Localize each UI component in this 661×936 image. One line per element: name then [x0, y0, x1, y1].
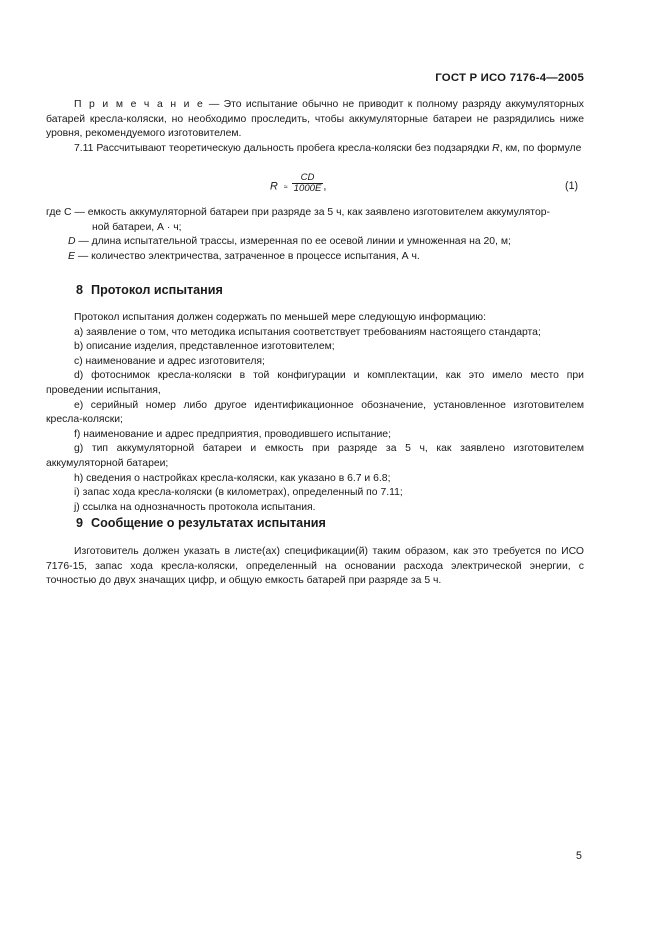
section-8-heading	[76, 283, 223, 298]
list-item-e: e) серийный номер либо другое идентификационное обозначение, установленное изготовителем кресла-коляски;	[46, 399, 584, 426]
clause-7-11	[46, 142, 584, 157]
list-item-j: j) ссылка на однозначность протокола испытания.	[74, 501, 316, 513]
document-code: ГОСТ Р ИСО 7176-4—2005	[435, 72, 584, 84]
section-9-text: Изготовитель должен указать в листе(ах) спецификации(й) таким образом, как это требуется по ИСО 7176-15, запас хода кресла-коляски, определенный на основании расхода электрической энергии, с точностью до двух значащих цифр, и общую емкость батарей при разряде за 5 ч.	[46, 546, 584, 587]
formula-lhs: R	[270, 180, 278, 193]
list-item-g: g) тип аккумуляторной батареи и емкость при разряде за 5 ч, как заявлено изготовителем аккумуляторной батареи;	[46, 443, 584, 469]
section-8-title: Протокол испытания	[91, 283, 223, 297]
clause-7-11-var-r: R	[492, 143, 500, 154]
section-9-heading	[76, 516, 326, 531]
note-paragraph	[46, 98, 584, 142]
section-9-title: Сообщение о результатах испытания	[91, 516, 326, 530]
formula-approx-sign: ≈	[283, 184, 288, 192]
where-e-text: — количество электричества, затраченное в процессе испытания, А ч.	[74, 250, 420, 262]
where-d-line	[68, 235, 511, 250]
where-block	[46, 206, 584, 262]
list-item-i: i) запас хода кресла-коляски (в километрах), определенный по 7.11;	[74, 487, 403, 499]
list-item-d: d) фотоснимок кресла-коляски в той конфигурации и комплектации, как это имело место при проведении испытания,	[46, 370, 584, 396]
formula-numerator: CD	[292, 173, 324, 184]
list-item-h: h) сведения о настройках кресла-коляски, как указано в 6.7 и 6.8;	[74, 472, 391, 484]
where-c-line-1: где С — емкость аккумуляторной батареи при разряде за 5 ч, как заявлено изготовителем аккумулятор-	[46, 207, 550, 218]
formula-denominator: 1000E	[293, 183, 322, 194]
list-item-c: c) наименование и адрес изготовителя;	[74, 355, 265, 367]
list-item-a: a) заявление о том, что методика испытания соответствует требованиям настоящего стандарта;	[74, 326, 541, 338]
list-item-b: b) описание изделия, представленное изготовителем;	[74, 341, 335, 353]
note-text: — Это испытание обычно не приводит к полному разряду аккумуляторных батарей кресла-коляски, но необходимо проследить, чтобы аккумуляторные батареи не разрядились ниже уровня, рекомендуемого изготовителем.	[46, 99, 584, 140]
where-d-text: — длина испытательной трассы, измеренная по ее осевой линии и умноженная на 20, м;	[75, 236, 511, 248]
formula-fraction	[292, 172, 327, 194]
where-d-var: D	[68, 236, 76, 248]
where-e-var: E	[68, 250, 75, 262]
where-e-line	[68, 250, 420, 265]
formula-trailing-comma: ,	[323, 180, 327, 193]
formula-1	[46, 172, 584, 198]
clause-7-11-text-2: , км, по формуле	[499, 143, 582, 154]
page-number: 5	[576, 850, 582, 862]
formula-number: (1)	[565, 180, 578, 192]
note-label: П р и м е ч а н и е	[74, 99, 205, 110]
formula-expression	[270, 172, 327, 197]
where-c-line-2: ной батареи, А · ч;	[92, 221, 182, 233]
section-8-number: 8	[76, 283, 84, 297]
list-item-f: f) наименование и адрес предприятия, проводившего испытание;	[74, 428, 391, 440]
section-9-number: 9	[76, 516, 84, 530]
section-8-intro: Протокол испытания должен содержать по меньшей мере следующую информацию:	[74, 312, 486, 323]
clause-7-11-text-1: 7.11 Рассчитывают теоретическую дальность пробега кресла-коляски без подзарядки	[74, 143, 493, 154]
